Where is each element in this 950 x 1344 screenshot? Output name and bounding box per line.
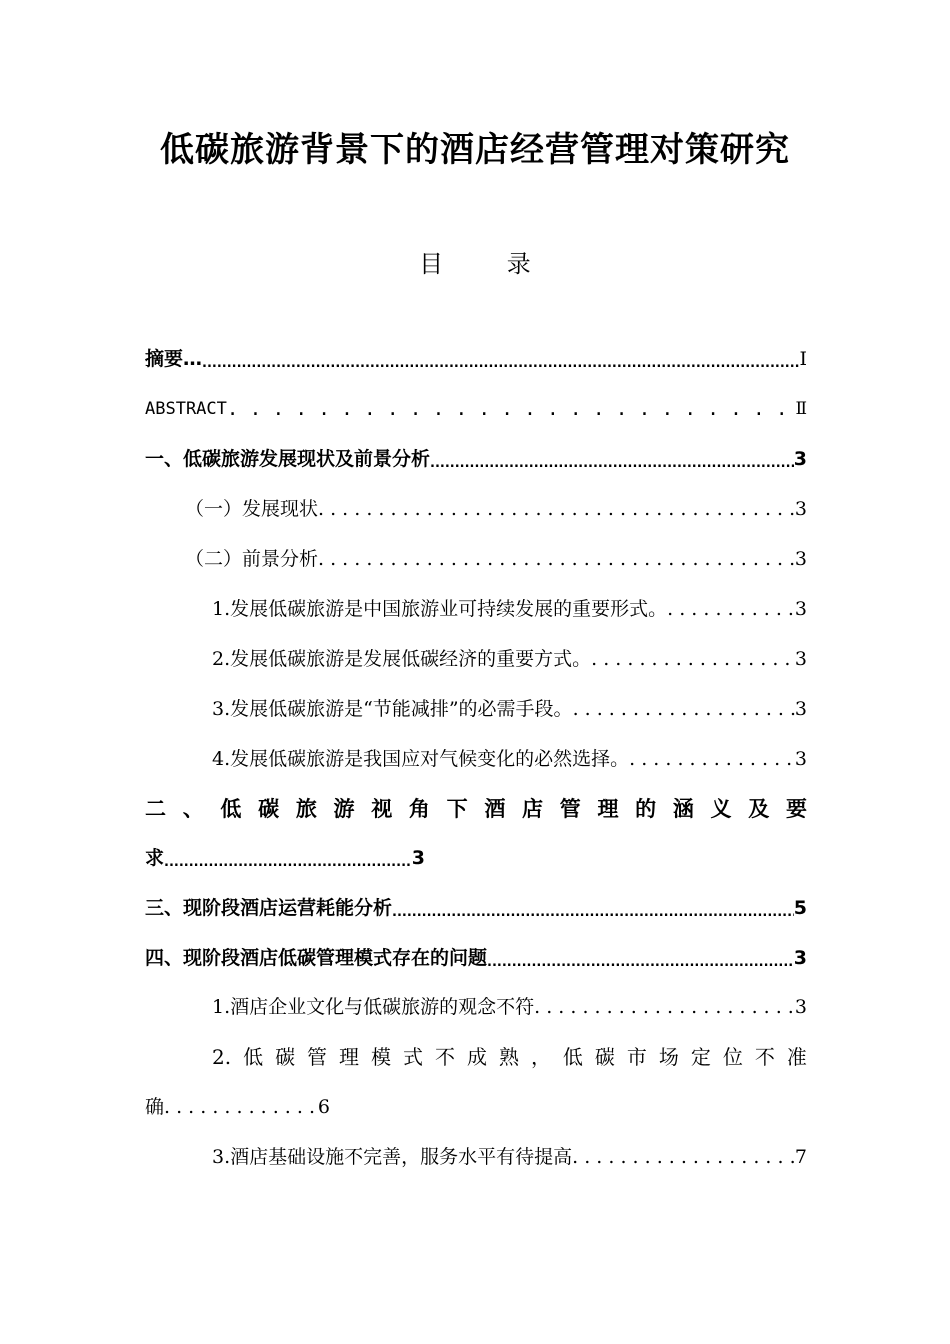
- toc-entry-page: 3: [794, 748, 807, 770]
- toc-entry-text: 摘要…: [145, 348, 203, 370]
- toc-entry-text: 一、低碳旅游发展现状及前景分析: [145, 448, 431, 470]
- toc-entry-item-4-2-line1[interactable]: 2. 低 碳 管 理 模 式 不 成 熟 ， 低 碳 市 场 定 位 不 准: [212, 1045, 807, 1069]
- toc-leader-dots: [318, 494, 795, 524]
- toc-entry-text: 4.发展低碳旅游是我国应对气候变化的必然选择。: [212, 748, 630, 770]
- toc-entry-text: （一）发展现状: [185, 498, 319, 520]
- toc-entry-page: Ⅱ: [795, 399, 807, 419]
- toc-entry-text: 1.酒店企业文化与低碳旅游的观念不符: [212, 996, 535, 1018]
- toc-leader-dots: [534, 992, 795, 1022]
- toc-entry-text: 3.发展低碳旅游是“节能减排”的必需手段。: [212, 698, 573, 720]
- toc-leader-dots: [318, 544, 795, 574]
- toc-entry-page: 3: [793, 448, 807, 470]
- toc-entry-page: 3: [794, 598, 807, 620]
- toc-entry-item-2[interactable]: [212, 644, 807, 674]
- toc-entry-item-4[interactable]: [212, 744, 807, 774]
- toc-leader-dots: [667, 594, 795, 624]
- toc-entry-text: 求: [145, 847, 165, 869]
- toc-entry-abstract-cn[interactable]: [145, 344, 807, 374]
- toc-leader-dots: [573, 694, 795, 724]
- toc-leader-dots: [164, 843, 412, 873]
- toc-entry-page: Ⅰ: [799, 348, 807, 370]
- toc-entry-chapter-3[interactable]: [145, 893, 807, 923]
- toc-entry-item-1[interactable]: [212, 594, 807, 624]
- toc-entry-page: 7: [794, 1146, 807, 1168]
- toc-entry-text: 四、现阶段酒店低碳管理模式存在的问题: [145, 947, 488, 969]
- toc-entry-text: 三、现阶段酒店运营耗能分析: [145, 897, 393, 919]
- toc-entry-page: 3: [411, 847, 425, 869]
- toc-leader-dots: [572, 1142, 795, 1172]
- toc-entry-text: 1.发展低碳旅游是中国旅游业可持续发展的重要形式。: [212, 598, 668, 620]
- toc-entry-section-1-2[interactable]: [185, 544, 807, 574]
- toc-entry-page: 3: [793, 947, 807, 969]
- toc-entry-item-4-2-line2[interactable]: [145, 1092, 330, 1122]
- toc-entry-page: 3: [794, 498, 807, 520]
- toc-entry-chapter-2-line1[interactable]: 二 、 低 碳 旅 游 视 角 下 酒 店 管 理 的 涵 义 及 要: [145, 797, 807, 821]
- toc-leader-dots: [487, 943, 794, 973]
- toc-entry-text: 3.酒店基础设施不完善，服务水平有待提高: [212, 1146, 573, 1168]
- toc-entry-item-4-3[interactable]: [212, 1142, 807, 1172]
- toc-entry-chapter-4[interactable]: [145, 943, 807, 973]
- toc-entry-text: ABSTRACT: [145, 399, 227, 419]
- toc-leader-dots: [430, 444, 794, 474]
- toc-entry-page: 5: [793, 897, 807, 919]
- toc-leader-dots: [164, 1092, 318, 1122]
- toc-entry-page: 3: [794, 698, 807, 720]
- toc-entry-page: 3: [794, 996, 807, 1018]
- toc-entry-item-3[interactable]: [212, 694, 807, 724]
- toc-entry-page: 3: [794, 548, 807, 570]
- toc-leader-dots: [202, 344, 799, 374]
- toc-entry-text: 确: [145, 1096, 165, 1118]
- toc-leader-dots: [227, 394, 796, 424]
- toc-entry-page: 6: [317, 1096, 330, 1118]
- toc-entry-text: 2.发展低碳旅游是发展低碳经济的重要方式。: [212, 648, 592, 670]
- toc-leader-dots: [629, 744, 795, 774]
- toc-entry-abstract-en[interactable]: [145, 394, 807, 424]
- toc-leader-dots: [392, 893, 794, 923]
- toc-entry-text: （二）前景分析: [185, 548, 319, 570]
- toc-entry-section-1-1[interactable]: [185, 494, 807, 524]
- toc-entry-chapter-1[interactable]: [145, 444, 807, 474]
- toc-leader-dots: [591, 644, 795, 674]
- document-title: 低碳旅游背景下的酒店经营管理对策研究: [160, 130, 790, 170]
- toc-heading: 目 录: [419, 250, 559, 278]
- toc-entry-chapter-2-line2[interactable]: [145, 843, 425, 873]
- toc-entry-page: 3: [794, 648, 807, 670]
- toc-entry-item-4-1[interactable]: [212, 992, 807, 1022]
